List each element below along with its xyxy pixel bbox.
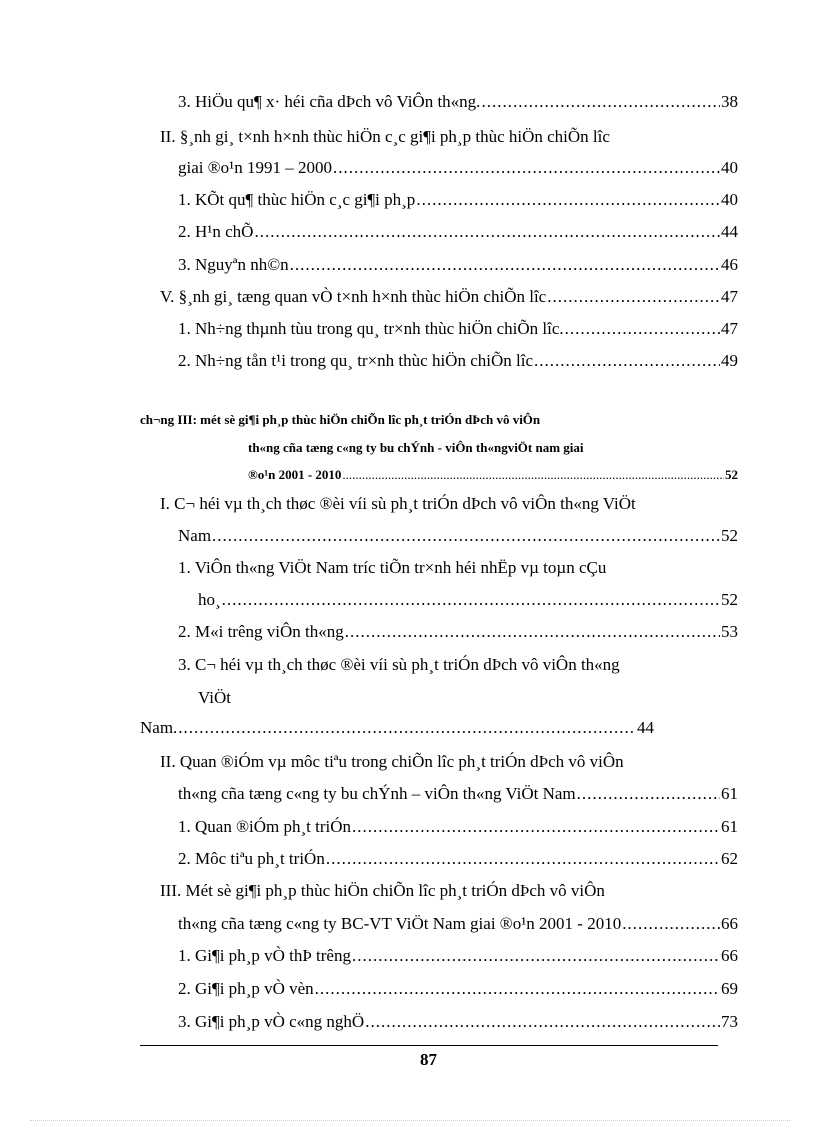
toc-entry-page: 66 [721, 946, 738, 965]
toc-entry-page: 44 [721, 222, 738, 241]
chapter-heading[interactable]: ch¬ng III: mét sè gi¶i ph¸p thùc hiÖn chiÕn lîc ph¸t triÓn dÞch vô viÔn [140, 412, 541, 427]
toc-entry-page: 49 [721, 351, 738, 370]
toc-entry-text: 2. H¹n chÕ [178, 222, 254, 241]
toc-entry-text: th«ng cña tæng c«ng ty BC-VT ViÖt Nam giai ®o¹n 2001 - 2010 [178, 914, 622, 933]
toc-entry-page: 38 [721, 92, 738, 111]
toc-entry[interactable] [178, 526, 738, 546]
toc-entry-text: 3. Nguyªn nh©n [178, 255, 289, 274]
toc-entry[interactable] [178, 351, 738, 371]
toc-entry[interactable] [178, 914, 738, 934]
dot-leader [254, 222, 720, 242]
toc-entry-text: 2. Gi¶i ph¸p vÒ vèn [178, 979, 314, 998]
footer-divider [140, 1045, 718, 1046]
toc-entry[interactable] [178, 817, 738, 837]
dot-leader [577, 784, 720, 804]
dot-leader [534, 351, 720, 371]
dot-leader [345, 622, 720, 642]
toc-entry-text: Nam. [140, 718, 178, 737]
toc-entry[interactable] [178, 784, 738, 804]
toc-entry[interactable] [178, 222, 738, 242]
toc-entry[interactable] [248, 467, 738, 483]
toc-heading[interactable]: II. §¸nh gi¸ t×nh h×nh thùc hiÖn c¸c gi¶i ph¸p thùc hiÖn chiÕn lîc [160, 127, 610, 146]
toc-heading[interactable]: III. Mét sè gi¶i ph¸p thùc hiÖn chiÕn lîc ph¸t triÓn dÞch vô viÔn [160, 881, 605, 900]
dot-leader [178, 718, 636, 738]
dot-leader [565, 319, 720, 339]
toc-entry-page: 52 [725, 467, 738, 482]
toc-entry[interactable] [160, 287, 738, 307]
dot-leader [326, 849, 720, 869]
dot-leader [352, 817, 720, 837]
toc-entry-page: 46 [721, 255, 738, 274]
toc-entry[interactable] [178, 158, 738, 178]
toc-entry-page: 66 [721, 914, 738, 933]
toc-entry-text: V. §¸nh gi¸ tæng quan vÒ t×nh h×nh thùc hiÖn chiÕn lîc [160, 287, 547, 306]
toc-entry-page: 52 [721, 590, 738, 609]
toc-entry-text: 1. Gi¶i ph¸p vÒ thÞ trêng [178, 946, 351, 965]
toc-entry-text: th«ng cña tæng c«ng ty bu chÝnh – viÔn th«ng ViÖt Nam [178, 784, 576, 803]
toc-entry-text: 3. Gi¶i ph¸p vÒ c«ng nghÖ [178, 1012, 365, 1031]
toc-entry[interactable] [178, 622, 738, 642]
toc-entry-page: 47 [721, 287, 738, 306]
toc-entry-text: 1. Nh÷ng thµnh tùu trong qu¸ tr×nh thùc hiÖn chiÕn lîc. [178, 319, 564, 338]
dot-leader [315, 979, 720, 999]
toc-entry-page: 73 [721, 1012, 738, 1031]
dot-leader [416, 190, 720, 210]
dot-leader [222, 590, 720, 610]
toc-entry[interactable] [178, 319, 738, 339]
toc-entry-page: 69 [721, 979, 738, 998]
dot-leader [547, 287, 720, 307]
toc-entry-page: 40 [721, 158, 738, 177]
toc-heading[interactable]: 1. ViÔn th«ng ViÖt Nam tríc tiÕn tr×nh héi nhËp vµ toµn cÇu [178, 558, 607, 577]
toc-entry-text: ®o¹n 2001 - 2010 [248, 467, 342, 482]
toc-entry-text: 2. Môc tiªu ph¸t triÓn [178, 849, 325, 868]
toc-entry-page: 61 [721, 784, 738, 803]
toc-heading[interactable]: 3. C¬ héi vµ th¸ch thøc ®èi víi sù ph¸t triÓn dÞch vô viÔn th«ng [178, 655, 620, 674]
toc-entry-text: Nam [178, 526, 212, 545]
toc-entry-page: 47 [721, 319, 738, 338]
toc-entry-page: 53 [721, 622, 738, 641]
chapter-heading-cont[interactable]: th«ng cña tæng c«ng ty bu chÝnh - viÔn th«ngviÖt nam giai [248, 440, 584, 455]
toc-entry-text: giai ®o¹n 1991 – 2000 [178, 158, 333, 177]
toc-entry-page: 40 [721, 190, 738, 209]
toc-entry[interactable] [178, 92, 738, 112]
toc-entry-text: 1. KÕt qu¶ thùc hiÖn c¸c gi¶i ph¸p [178, 190, 416, 209]
toc-entry-page: 61 [721, 817, 738, 836]
toc-heading[interactable]: II. Quan ®iÓm vµ môc tiªu trong chiÕn lîc ph¸t triÓn dÞch vô viÔn [160, 752, 624, 771]
toc-entry[interactable] [178, 979, 738, 999]
dot-leader [212, 526, 720, 546]
toc-entry-text: 2. Nh÷ng tån t¹i trong qu¸ tr×nh thùc hiÖn chiÕn lîc [178, 351, 533, 370]
toc-entry[interactable] [178, 1012, 738, 1032]
toc-entry-text: 3. HiÖu qu¶ x· héi cña dÞch vô ViÔn th«ng. [178, 92, 481, 111]
dot-leader [290, 255, 720, 275]
toc-entry-text: 2. M«i trêng viÔn th«ng [178, 622, 344, 641]
toc-entry[interactable] [178, 946, 738, 966]
dot-leader [333, 158, 720, 178]
toc-entry[interactable] [178, 255, 738, 275]
dot-leader [622, 914, 720, 934]
page-edge-guide [30, 1120, 790, 1121]
toc-entry-page: 52 [721, 526, 738, 545]
dot-leader [365, 1012, 720, 1032]
toc-entry-text: 1. Quan ®iÓm ph¸t triÓn [178, 817, 351, 836]
toc-entry-page: 44 [637, 718, 654, 737]
toc-entry[interactable] [178, 190, 738, 210]
toc-entry[interactable] [140, 718, 654, 738]
dot-leader [481, 92, 720, 112]
dot-leader [342, 467, 724, 483]
toc-heading-cont[interactable]: ViÖt [198, 688, 231, 707]
toc-entry[interactable] [198, 590, 738, 610]
toc-heading[interactable]: I. C¬ héi vµ th¸ch thøc ®èi víi sù ph¸t triÓn dÞch vô viÔn th«ng ViÖt [160, 494, 636, 513]
toc-entry-text: ho¸ [198, 590, 221, 609]
dot-leader [352, 946, 720, 966]
toc-entry[interactable] [178, 849, 738, 869]
page-number: 87 [420, 1050, 437, 1069]
toc-entry-page: 62 [721, 849, 738, 868]
